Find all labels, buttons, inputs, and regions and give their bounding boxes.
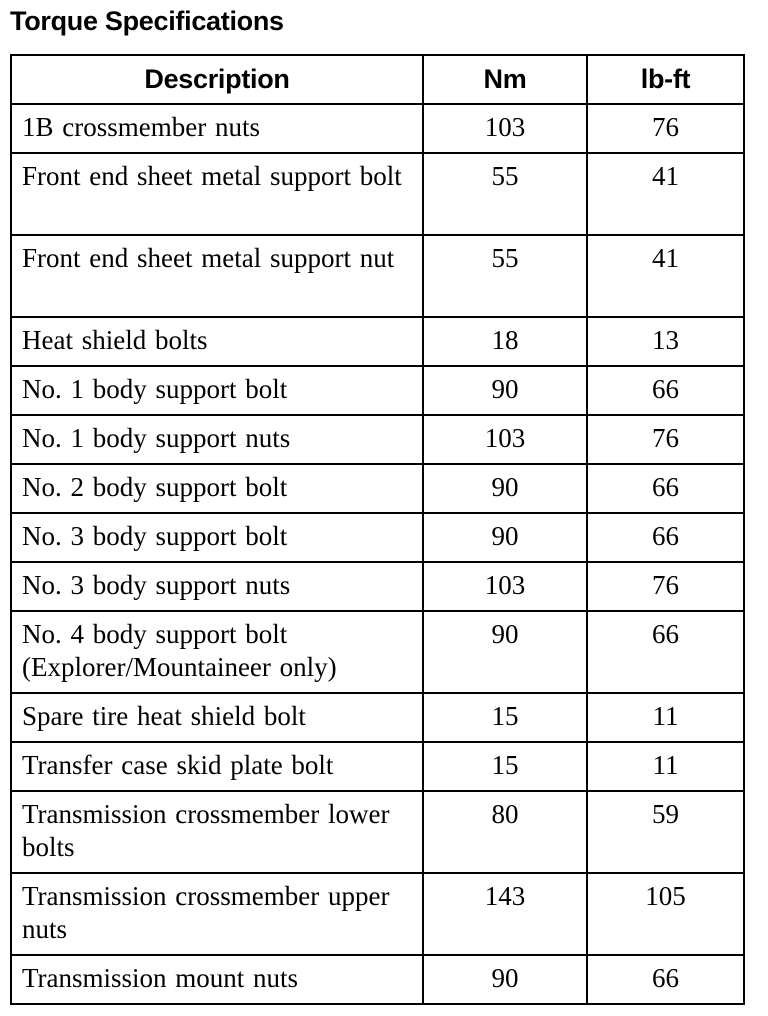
column-header-description: Description — [11, 55, 423, 104]
page-title: Torque Specifications — [10, 6, 284, 36]
nm-cell: 103 — [423, 415, 587, 464]
table-row — [11, 153, 744, 235]
nm-cell: 90 — [423, 611, 587, 693]
lbft-cell: 76 — [587, 104, 744, 153]
table-row — [11, 742, 744, 791]
table-row — [11, 562, 744, 611]
nm-cell: 18 — [423, 317, 587, 366]
table-row — [11, 873, 744, 955]
description-cell: Heat shield bolts — [11, 317, 423, 366]
description-cell: Front end sheet metal support nut — [11, 235, 423, 317]
nm-cell: 80 — [423, 791, 587, 873]
lbft-cell: 76 — [587, 562, 744, 611]
description-cell: Transmission crossmember upper nuts — [11, 873, 423, 955]
lbft-cell: 11 — [587, 742, 744, 791]
lbft-cell: 41 — [587, 235, 744, 317]
description-cell: Transmission mount nuts — [11, 955, 423, 1004]
description-cell: No. 1 body support bolt — [11, 366, 423, 415]
lbft-cell: 105 — [587, 873, 744, 955]
description-cell: No. 3 body support bolt — [11, 513, 423, 562]
table-row — [11, 955, 744, 1004]
description-cell: Spare tire heat shield bolt — [11, 693, 423, 742]
lbft-cell: 66 — [587, 611, 744, 693]
description-cell: Transfer case skid plate bolt — [11, 742, 423, 791]
lbft-cell: 13 — [587, 317, 744, 366]
table-row — [11, 104, 744, 153]
description-cell: No. 4 body support bolt (Explorer/Mountaineer only) — [11, 611, 423, 693]
nm-cell: 90 — [423, 366, 587, 415]
lbft-cell: 66 — [587, 464, 744, 513]
table-row — [11, 366, 744, 415]
nm-cell: 103 — [423, 104, 587, 153]
nm-cell: 15 — [423, 742, 587, 791]
description-cell: 1B crossmember nuts — [11, 104, 423, 153]
description-cell: Front end sheet metal support bolt — [11, 153, 423, 235]
table-row — [11, 513, 744, 562]
table-row — [11, 791, 744, 873]
table-header-row — [11, 55, 744, 104]
nm-cell: 55 — [423, 153, 587, 235]
lbft-cell: 11 — [587, 693, 744, 742]
nm-cell: 15 — [423, 693, 587, 742]
lbft-cell: 66 — [587, 513, 744, 562]
nm-cell: 103 — [423, 562, 587, 611]
lbft-cell: 76 — [587, 415, 744, 464]
description-cell: Transmission crossmember lower bolts — [11, 791, 423, 873]
lbft-cell: 66 — [587, 955, 744, 1004]
nm-cell: 90 — [423, 513, 587, 562]
table-row — [11, 464, 744, 513]
nm-cell: 90 — [423, 464, 587, 513]
table-row — [11, 235, 744, 317]
column-header-nm: Nm — [423, 55, 587, 104]
nm-cell: 90 — [423, 955, 587, 1004]
column-header-lbft: lb-ft — [587, 55, 744, 104]
table-row — [11, 693, 744, 742]
table-row — [11, 317, 744, 366]
lbft-cell: 66 — [587, 366, 744, 415]
nm-cell: 143 — [423, 873, 587, 955]
nm-cell: 55 — [423, 235, 587, 317]
description-cell: No. 2 body support bolt — [11, 464, 423, 513]
description-cell: No. 1 body support nuts — [11, 415, 423, 464]
torque-spec-table — [10, 54, 745, 1005]
lbft-cell: 59 — [587, 791, 744, 873]
description-cell: No. 3 body support nuts — [11, 562, 423, 611]
table-row — [11, 415, 744, 464]
table-row — [11, 611, 744, 693]
lbft-cell: 41 — [587, 153, 744, 235]
